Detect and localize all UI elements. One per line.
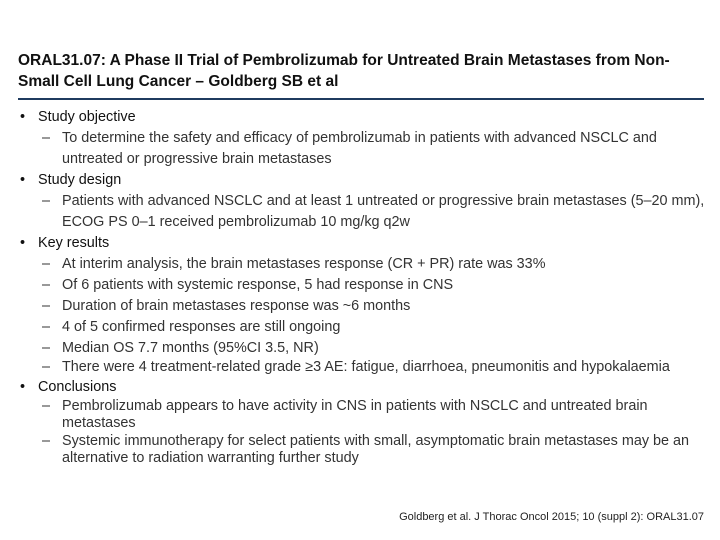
- list-item: – Duration of brain metastases response was ~6 months: [18, 296, 708, 317]
- list-item: – Median OS 7.7 months (95%CI 3.5, NR): [18, 338, 708, 359]
- dash-icon: –: [42, 298, 51, 314]
- title-divider: [18, 98, 704, 100]
- list-item: – Patients with advanced NSCLC and at least 1 untreated or progressive brain metastases (5–20 mm), ECOG PS 0–1 received pembrolizumab 10 mg/kg q2w: [42, 193, 705, 230]
- list-item: – At interim analysis, the brain metastases response (CR + PR) rate was 33%: [18, 254, 708, 275]
- slide-body: [18, 107, 708, 468]
- bullet-icon: •: [20, 235, 26, 251]
- list-item: – 4 of 5 confirmed responses are still ongoing: [18, 317, 708, 338]
- citation: Goldberg et al. J Thorac Oncol 2015; 10 (suppl 2): ORAL31.07: [399, 511, 704, 523]
- section-heading-results: • Key results: [18, 233, 708, 254]
- list-item: – To determine the safety and efficacy of pembrolizumab in patients with advanced NSCLC and untreated or progressive brain metastases: [42, 130, 657, 167]
- dash-icon: –: [42, 359, 51, 375]
- section-heading-conclusions: • Conclusions: [18, 377, 708, 398]
- bullet-icon: •: [20, 109, 26, 125]
- list-item: – Of 6 patients with systemic response, 5 had response in CNS: [18, 275, 708, 296]
- list-item: – There were 4 treatment-related grade ≥3 AE: fatigue, diarrhoea, pneumonitis and hypokalaemia: [42, 359, 670, 375]
- section-heading-objective: • Study objective: [18, 107, 708, 128]
- dash-icon: –: [42, 256, 51, 272]
- section-heading-design: • Study design: [18, 170, 708, 191]
- slide-title: ORAL31.07: A Phase II Trial of Pembrolizumab for Untreated Brain Metastases from Non-Small Cell Lung Cancer – Goldberg SB et al: [18, 52, 670, 90]
- list-item: – Pembrolizumab appears to have activity in CNS in patients with NSCLC and untreated brain metastases: [42, 397, 648, 431]
- dash-icon: –: [42, 130, 51, 146]
- bullet-icon: •: [20, 172, 26, 188]
- list-item: – Systemic immunotherapy for select patients with small, asymptomatic brain metastases may be an alternative to radiation warranting further study: [42, 432, 690, 466]
- bullet-icon: •: [20, 378, 26, 395]
- dash-icon: –: [42, 319, 51, 335]
- dash-icon: –: [42, 340, 51, 356]
- dash-icon: –: [42, 397, 51, 414]
- dash-icon: –: [42, 277, 51, 293]
- dash-icon: –: [42, 193, 51, 209]
- dash-icon: –: [42, 432, 51, 449]
